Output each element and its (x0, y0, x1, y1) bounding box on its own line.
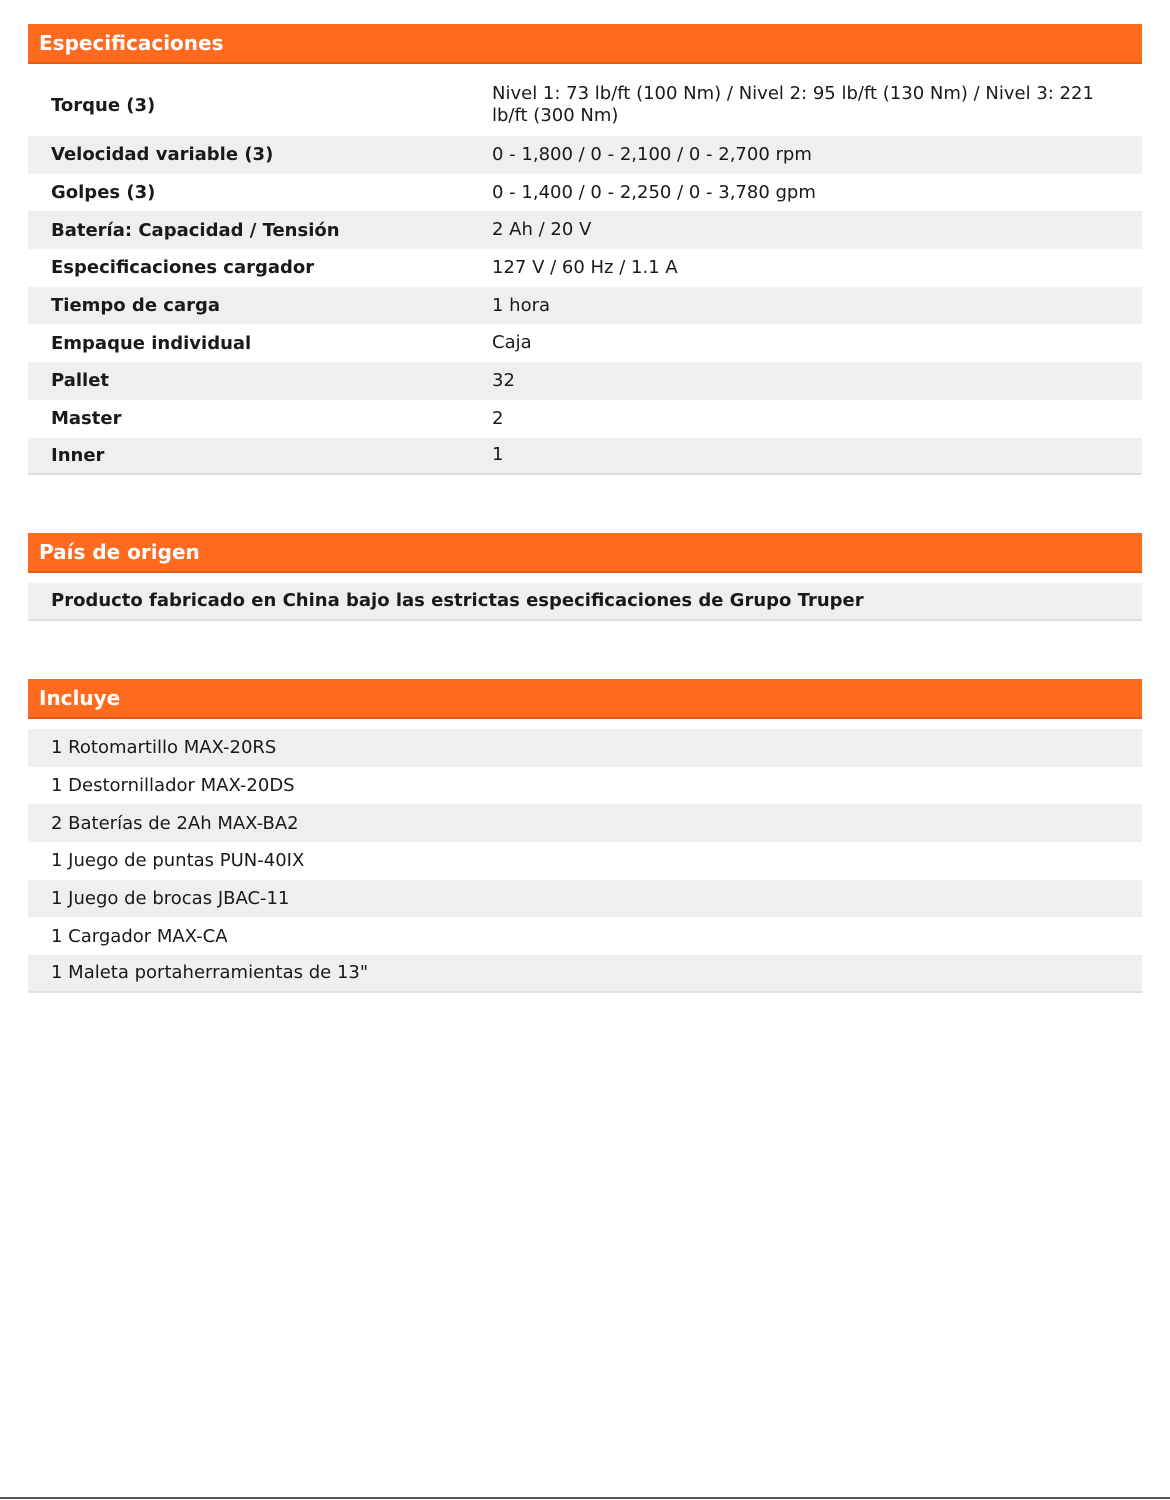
spec-label: Empaque individual (51, 332, 252, 354)
list-item (28, 842, 1142, 880)
spec-value: Nivel 1: 73 lb/ft (100 Nm) / Nivel 2: 95 lb/ft (130 Nm) / Nivel 3: 221 lb/ft (300 Nm) (492, 83, 1094, 126)
spec-value: 32 (492, 369, 515, 391)
list-item-text: 2 Baterías de 2Ah MAX-BA2 (51, 812, 299, 834)
spec-value: Caja (492, 332, 532, 354)
list-item (28, 955, 1142, 993)
spec-label: Golpes (3) (51, 182, 156, 204)
spec-label: Especificaciones cargador (51, 257, 315, 279)
spec-label: Master (51, 408, 122, 430)
spec-value: 0 - 1,800 / 0 - 2,100 / 0 - 2,700 rpm (492, 143, 812, 165)
list-item-text: 1 Juego de brocas JBAC-11 (51, 888, 290, 910)
list-item-text: 1 Destornillador MAX-20DS (51, 775, 295, 797)
spec-label: Torque (3) (51, 94, 156, 116)
spec-value: 127 V / 60 Hz / 1.1 A (492, 256, 678, 278)
spec-row (28, 74, 1142, 136)
spec-label: Pallet (51, 370, 110, 392)
list-item (28, 804, 1142, 842)
specs-section (28, 24, 1142, 475)
spec-row (28, 400, 1142, 438)
list-item (28, 767, 1142, 805)
list-item (28, 917, 1142, 955)
spec-row (28, 324, 1142, 362)
spec-row (28, 249, 1142, 287)
spec-row (28, 211, 1142, 249)
includes-section (28, 679, 1142, 993)
specs-header: Especificaciones (28, 24, 1142, 64)
origin-section (28, 533, 1142, 621)
origin-table (28, 583, 1142, 621)
origin-text: Producto fabricado en China bajo las estrictas especificaciones de Grupo Truper (51, 590, 864, 612)
list-item (28, 880, 1142, 918)
spec-value: 1 (492, 444, 504, 466)
includes-list (28, 729, 1142, 993)
list-item-text: 1 Rotomartillo MAX-20RS (51, 737, 277, 759)
spec-value: 2 Ah / 20 V (492, 219, 592, 241)
spec-row (28, 287, 1142, 325)
spec-value: 2 (492, 407, 504, 429)
spec-row (28, 174, 1142, 212)
origin-header: País de origen (28, 533, 1142, 573)
spec-label: Batería: Capacidad / Tensión (51, 219, 340, 241)
list-item-text: 1 Cargador MAX-CA (51, 925, 228, 947)
spec-value: 1 hora (492, 294, 551, 316)
spec-row (28, 136, 1142, 174)
list-item (28, 729, 1142, 767)
spec-row (28, 362, 1142, 400)
specs-table (28, 74, 1142, 475)
spec-value: 0 - 1,400 / 0 - 2,250 / 0 - 3,780 gpm (492, 181, 816, 203)
spec-label: Inner (51, 444, 105, 466)
includes-header: Incluye (28, 679, 1142, 719)
list-item-text: 1 Juego de puntas PUN-40IX (51, 850, 305, 872)
spec-label: Velocidad variable (3) (51, 144, 274, 166)
spec-row (28, 438, 1142, 476)
list-item-text: 1 Maleta portaherramientas de 13" (51, 962, 369, 984)
origin-row (28, 583, 1142, 621)
spec-label: Tiempo de carga (51, 295, 221, 317)
page-bottom-divider (0, 1497, 1170, 1499)
